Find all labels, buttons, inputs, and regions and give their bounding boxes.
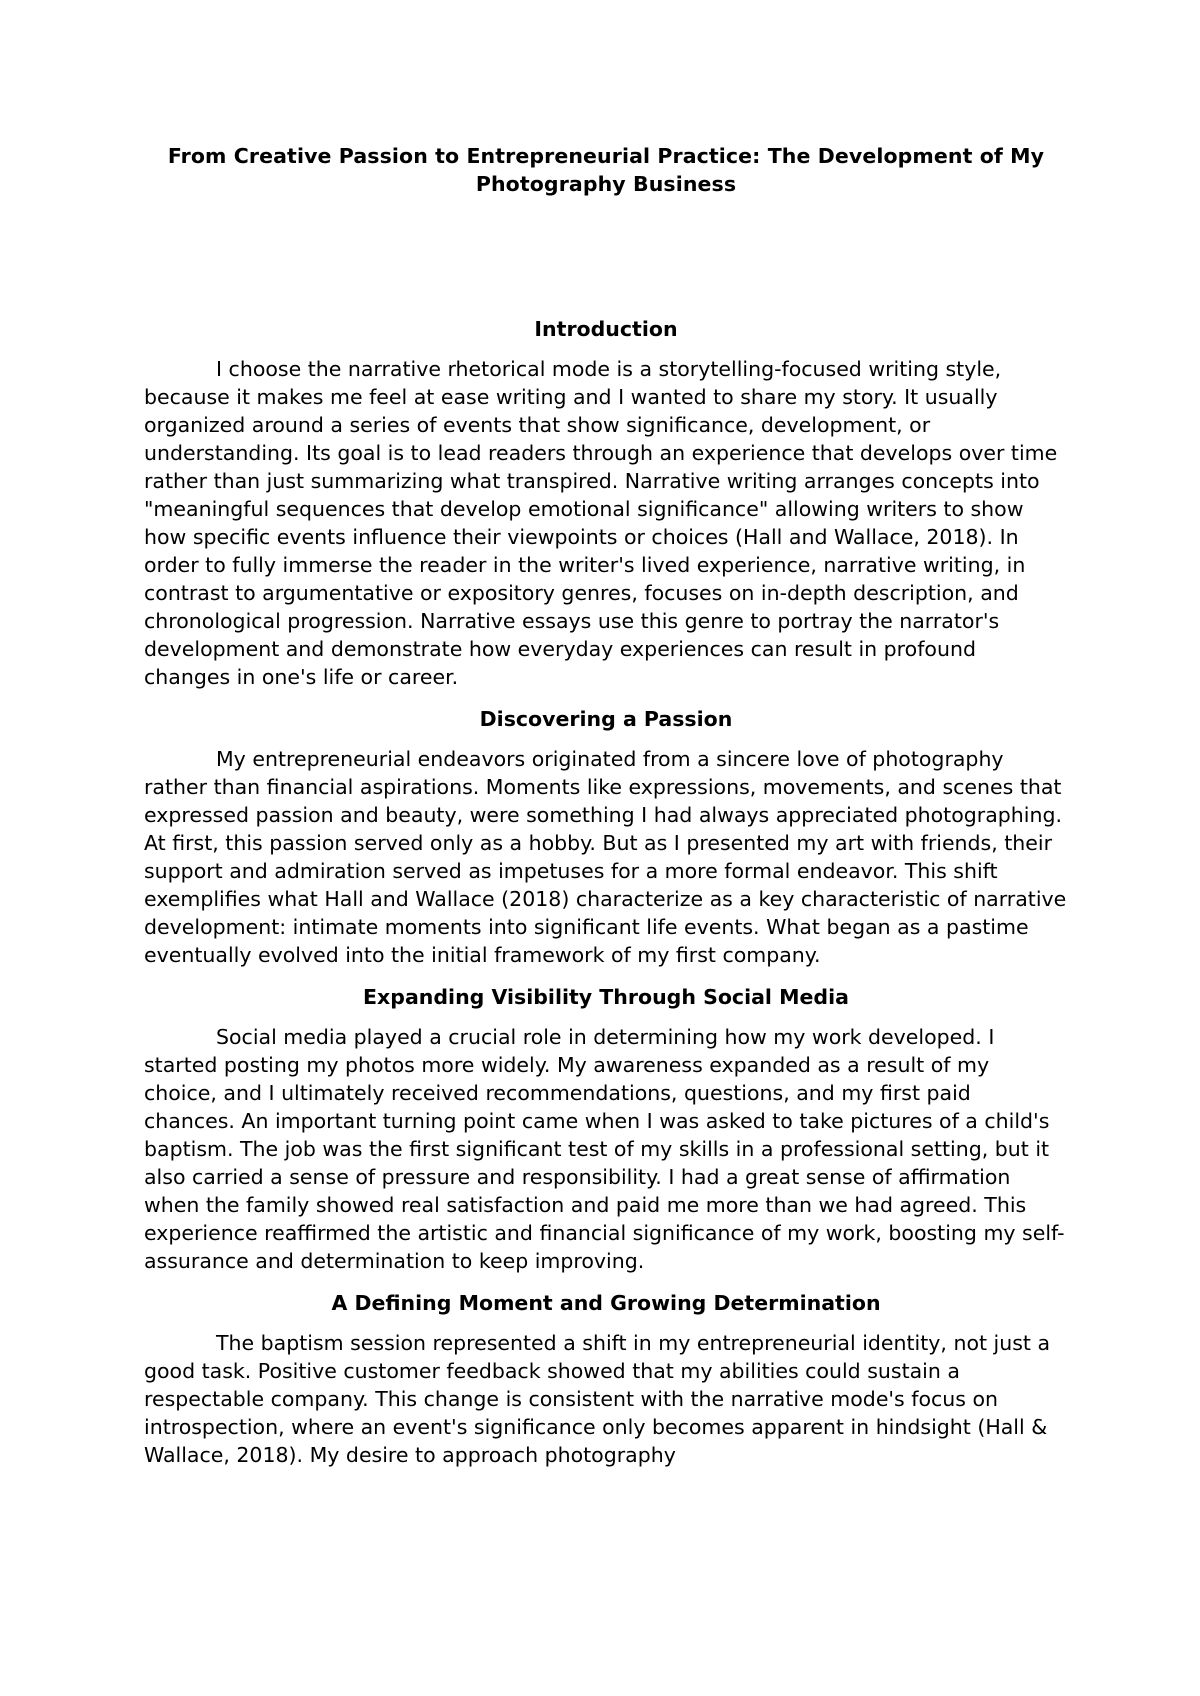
paragraph-social-media: Social media played a crucial role in determining how my work developed. I started posting my photos more widely. My awareness expanded as a result of my choice, and I ultimately received recommendations, questions, and my first paid chances. An important turning point came when I was asked to take pictures of a child's baptism. The job was the first significant test of my skills in a professional setting, but it also carried a sense of pressure and responsibility. I had a great sense of affirmation when the family showed real satisfaction and paid me more than we had agreed. This experience reaffirmed the artistic and financial significance of my work, boosting my self-assurance and determination to keep improving. — [144, 1025, 1065, 1273]
paragraph-discovering-a-passion: My entrepreneurial endeavors originated from a sincere love of photography rather than financial aspirations. Moments like expressions, movements, and scenes that expressed passion and beauty, were something I had always appreciated photographing. At first, this passion served only as a hobby. But as I presented my art with friends, their support and admiration served as impetuses for a more formal endeavor. This shift exemplifies what Hall and Wallace (2018) characterize as a key characteristic of narrative development: intimate moments into significant life events. What began as a pastime eventually evolved into the initial framework of my first company. — [144, 747, 1067, 967]
document-title: From Creative Passion to Entrepreneurial Practice: The Development of My Photography Business — [167, 144, 1045, 196]
heading-introduction: Introduction — [534, 317, 678, 341]
heading-defining-moment: A Defining Moment and Growing Determination — [331, 1291, 881, 1315]
document-body — [144, 142, 1068, 1469]
heading-discovering-a-passion: Discovering a Passion — [479, 707, 733, 731]
paragraph-introduction: I choose the narrative rhetorical mode is a storytelling-focused writing style, because it makes me feel at ease writing and I wanted to share my story. It usually organized around a series of events that show significance, development, or understanding. Its goal is to lead readers through an experience that develops over time rather than just summarizing what transpired. Narrative writing arranges concepts into "meaningful sequences that develop emotional significance" allowing writers to show how specific events influence their viewpoints or choices (Hall and Wallace, 2018). In order to fully immerse the reader in the writer's lived experience, narrative writing, in contrast to argumentative or expository genres, focuses on in-depth description, and chronological progression. Narrative essays use this genre to portray the narrator's development and demonstrate how everyday experiences can result in profound changes in one's life or career. — [144, 357, 1058, 689]
heading-social-media: Expanding Visibility Through Social Media — [363, 985, 849, 1009]
paragraph-defining-moment: The baptism session represented a shift in my entrepreneurial identity, not just a good task. Positive customer feedback showed that my abilities could sustain a respectable company. This change is consistent with the narrative mode's focus on introspection, where an event's significance only becomes apparent in hindsight (Hall & Wallace, 2018). My desire to approach photography — [144, 1331, 1051, 1467]
